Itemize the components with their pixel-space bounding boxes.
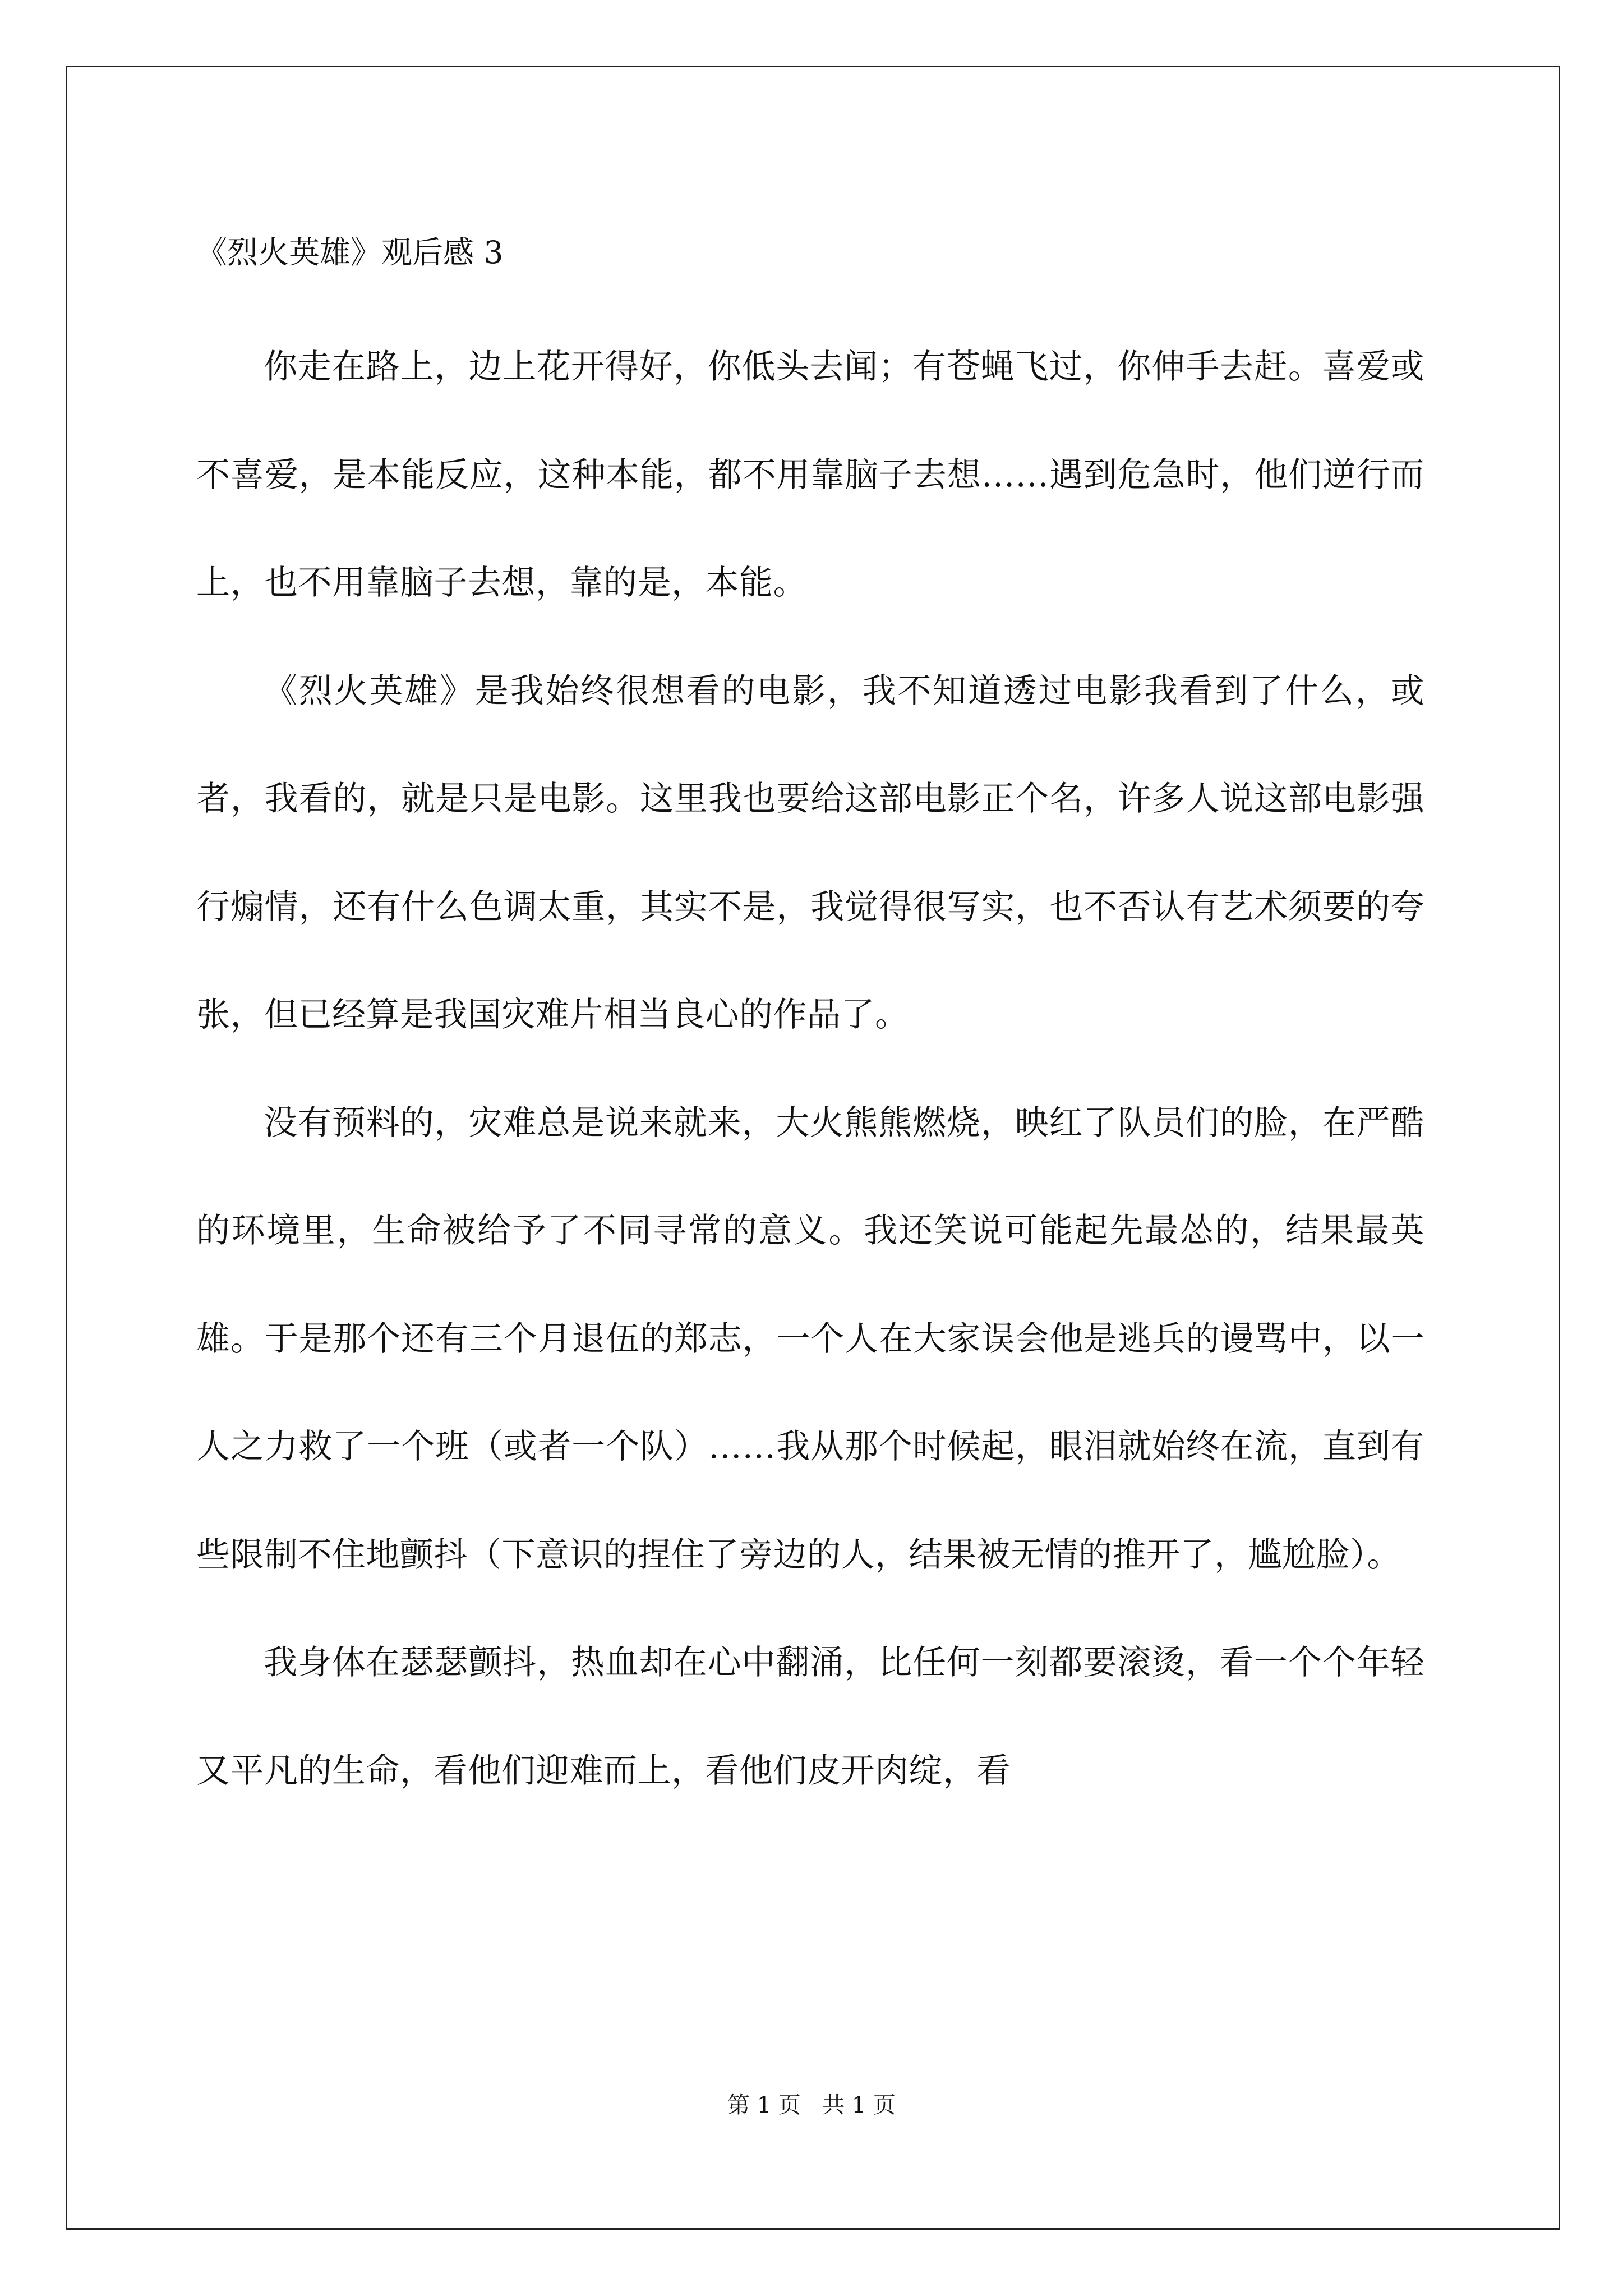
paragraph-1: 你走在路上，边上花开得好，你低头去闻；有苍蝇飞过，你伸手去赶。喜爱或不喜爱，是本能反应，这种本能，都不用靠脑子去想……遇到危急时，他们逆行而上，也不用靠脑子去想，靠的是，本能。 [196,347,1424,602]
page-footer: 第 1 页 共 1 页 [727,2092,896,2118]
document-title: 《烈火英雄》观后感 3 [196,234,504,270]
paragraph-2: 《烈火英雄》是我始终很想看的电影，我不知道透过电影我看到了什么，或者，我看的，就是只是电影。这里我也要给这部电影正个名，许多人说这部电影强行煽情，还有什么色调太重，其实不是，我觉得很写实，也不否认有艺术须要的夸张，但已经算是我国灾难片相当良心的作品了。 [196,671,1424,1034]
document-body [196,222,1424,1825]
paragraph-4: 我身体在瑟瑟颤抖，热血却在心中翻涌，比任何一刻都要滚烫，看一个个年轻又平凡的生命，看他们迎难而上，看他们皮开肉绽，看 [196,1643,1424,1791]
paragraph-3: 没有预料的，灾难总是说来就来，大火熊熊燃烧，映红了队员们的脸，在严酷的环境里，生命被给予了不同寻常的意义。我还笑说可能起先最怂的，结果最英雄。于是那个还有三个月退伍的郑志，一个人在大家误会他是逃兵的谩骂中，以一人之力救了一个班（或者一个队）……我从那个时候起，眼泪就始终在流，直到有些限制不住地颤抖（下意识的捏住了旁边的人，结果被无情的推开了，尴尬脸）。 [196,1103,1424,1575]
